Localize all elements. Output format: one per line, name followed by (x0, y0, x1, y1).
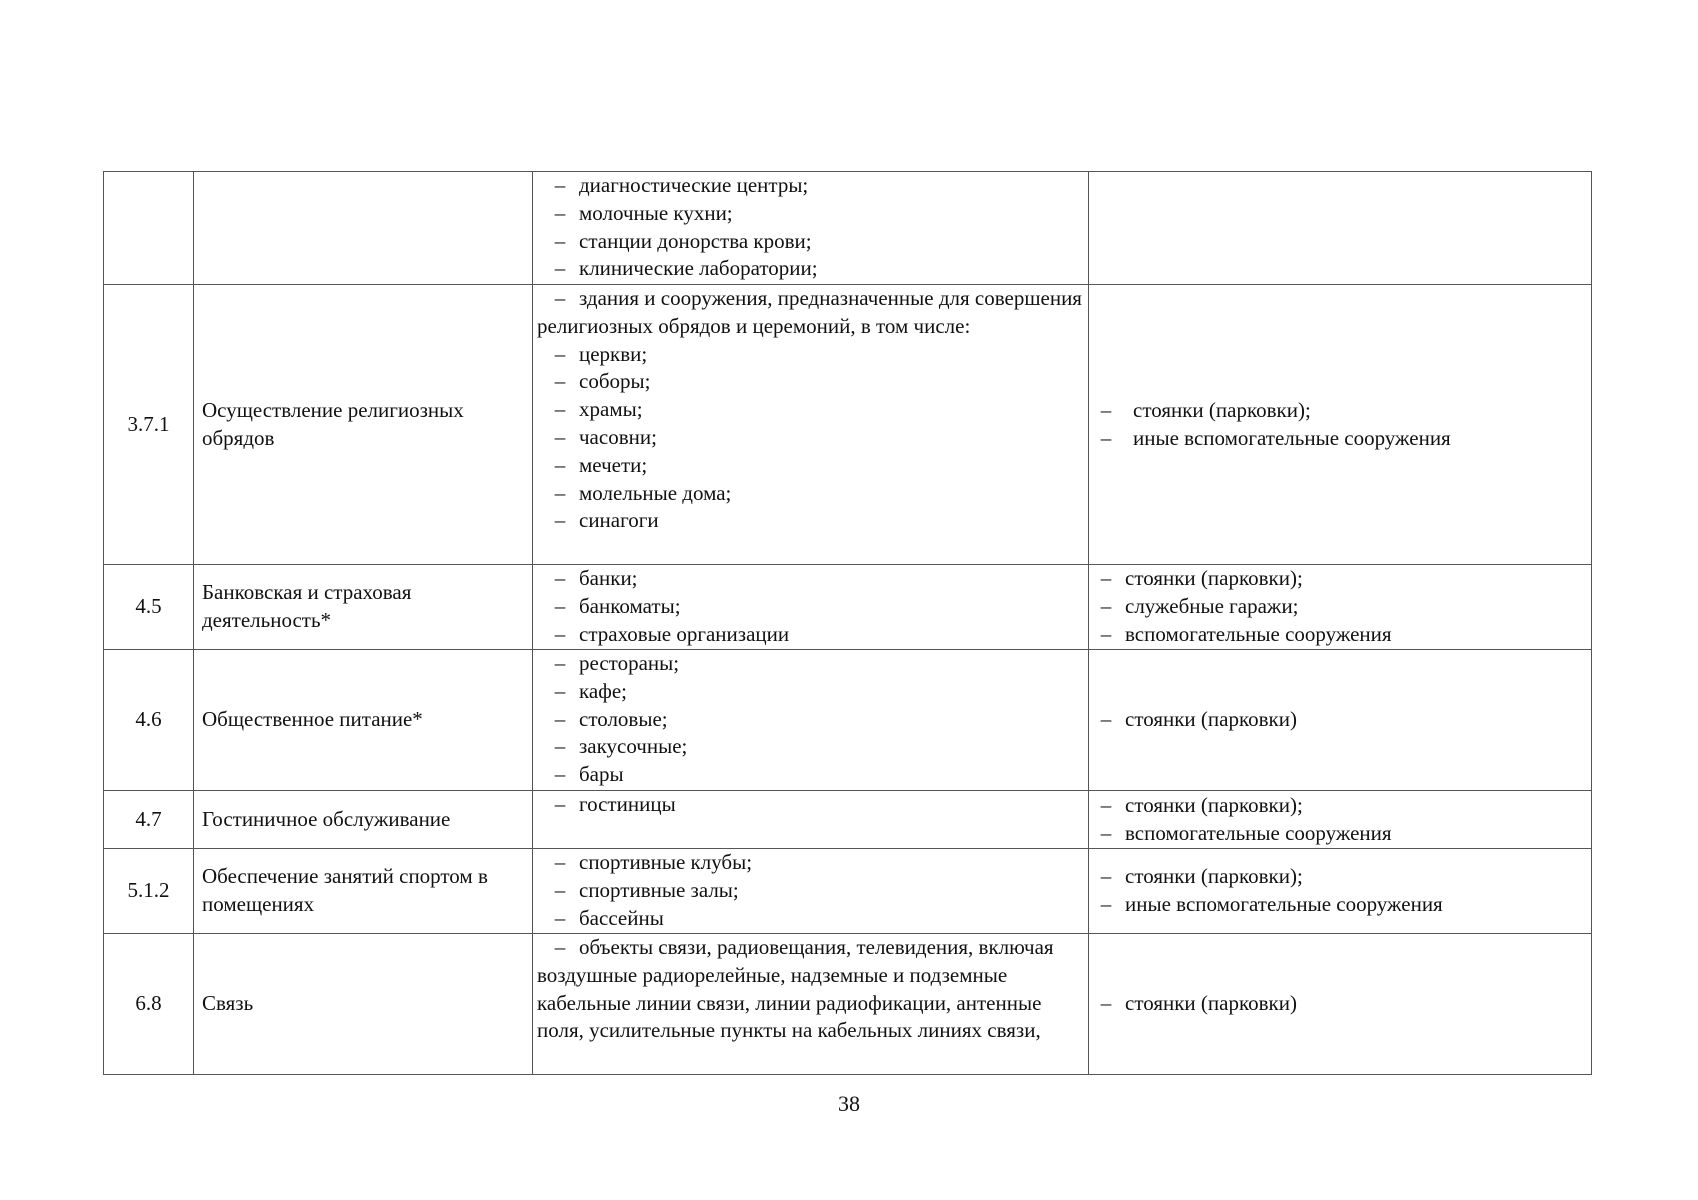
list-item: – синагоги (554, 508, 659, 533)
list-item: – клинические лаборатории; (554, 256, 818, 281)
list-item: – служебные гаражи; (1100, 594, 1299, 619)
table-row (104, 934, 1592, 1075)
land-use-table (103, 171, 1592, 1075)
row-aux-uses-cell (1089, 934, 1592, 1075)
list-item: – стоянки (парковки); (1100, 792, 1303, 817)
list-intro: – объекты связи, радиовещания, телевидения, включая воздушные радиорелейные, надземные и подземные кабельные линии связи, линии радиофикации, антенные поля, усилительные пункты на кабельных линиях связи, (537, 935, 1054, 1043)
row-name-cell (194, 172, 533, 285)
list-item: – стоянки (парковки) (1100, 707, 1297, 732)
list-item: – диагностические центры; (554, 173, 809, 197)
list-item: – страховые организации (554, 621, 790, 646)
list-item: – бассейны (554, 905, 664, 930)
list-item: – закусочные; (554, 734, 688, 759)
row-main-uses-cell (533, 565, 1089, 650)
list-item: – банкоматы; (554, 593, 681, 618)
row-code-cell: 4.7 (104, 791, 194, 849)
list-item: – часовни; (554, 424, 657, 449)
table-row (104, 565, 1592, 650)
list-item: – иные вспомогательные сооружения (1100, 892, 1443, 916)
row-name-cell: Общественное питание* (194, 650, 533, 791)
row-name-cell: Банковская и страховая деятельность* (194, 565, 533, 650)
table-row (104, 285, 1592, 565)
row-aux-uses-cell (1089, 849, 1592, 934)
list-item: – банки; (554, 566, 638, 590)
list-item: – рестораны; (554, 651, 680, 675)
row-name-cell: Связь (194, 934, 533, 1075)
list-item: – молочные кухни; (554, 200, 733, 225)
list-item: – иные вспомогательные сооружения (1100, 425, 1451, 450)
row-name-cell: Обеспечение занятий спортом в помещениях (194, 849, 533, 934)
list-item: – вспомогательные сооружения (1100, 820, 1392, 845)
list-item: – церкви; (554, 341, 648, 366)
row-aux-uses-cell (1089, 565, 1592, 650)
list-item: – спортивные залы; (554, 877, 739, 902)
list-item: – станции донорства крови; (554, 228, 812, 253)
list-item: – храмы; (554, 397, 643, 422)
row-code-cell: 4.6 (104, 650, 194, 791)
table-row (104, 849, 1592, 934)
row-main-uses-cell (533, 934, 1089, 1075)
row-main-uses-cell (533, 849, 1089, 934)
list-item: – стоянки (парковки) (1100, 991, 1297, 1016)
row-aux-uses-cell (1089, 285, 1592, 565)
list-item: – столовые; (554, 706, 668, 731)
row-code-cell: 5.1.2 (104, 849, 194, 934)
list-item: – стоянки (парковки); (1100, 864, 1303, 889)
list-item: – гостиницы (554, 792, 676, 816)
list-item: – соборы; (554, 369, 651, 394)
list-intro: – здания и сооружения, предназначенные для совершения религиозных обрядов и церемоний, в том числе: (537, 286, 1082, 338)
table-row (104, 172, 1592, 285)
row-aux-uses-cell (1089, 791, 1592, 849)
row-main-uses-cell (533, 172, 1089, 285)
list-item: – стоянки (парковки); (1100, 566, 1303, 591)
list-item: – кафе; (554, 678, 627, 703)
row-name-cell: Осуществление религиозных обрядов (194, 285, 533, 565)
table-row (104, 791, 1592, 849)
row-main-uses-cell (533, 791, 1089, 849)
row-name-cell: Гостиничное обслуживание (194, 791, 533, 849)
row-code-cell: 6.8 (104, 934, 194, 1075)
row-code-cell (104, 172, 194, 285)
list-item: – мечети; (554, 452, 648, 477)
table-row (104, 650, 1592, 791)
list-item: – спортивные клубы; (554, 850, 753, 874)
row-code-cell: 4.5 (104, 565, 194, 650)
list-item: – вспомогательные сооружения (1100, 621, 1392, 646)
list-item: – бары (554, 762, 624, 787)
row-main-uses-cell (533, 650, 1089, 791)
page-number: 38 (838, 1091, 860, 1116)
list-item: – стоянки (парковки); (1100, 397, 1311, 422)
row-aux-uses-cell (1089, 172, 1592, 285)
row-aux-uses-cell (1089, 650, 1592, 791)
row-code-cell: 3.7.1 (104, 285, 194, 565)
list-item: – молельные дома; (554, 480, 732, 505)
row-main-uses-cell (533, 285, 1089, 565)
